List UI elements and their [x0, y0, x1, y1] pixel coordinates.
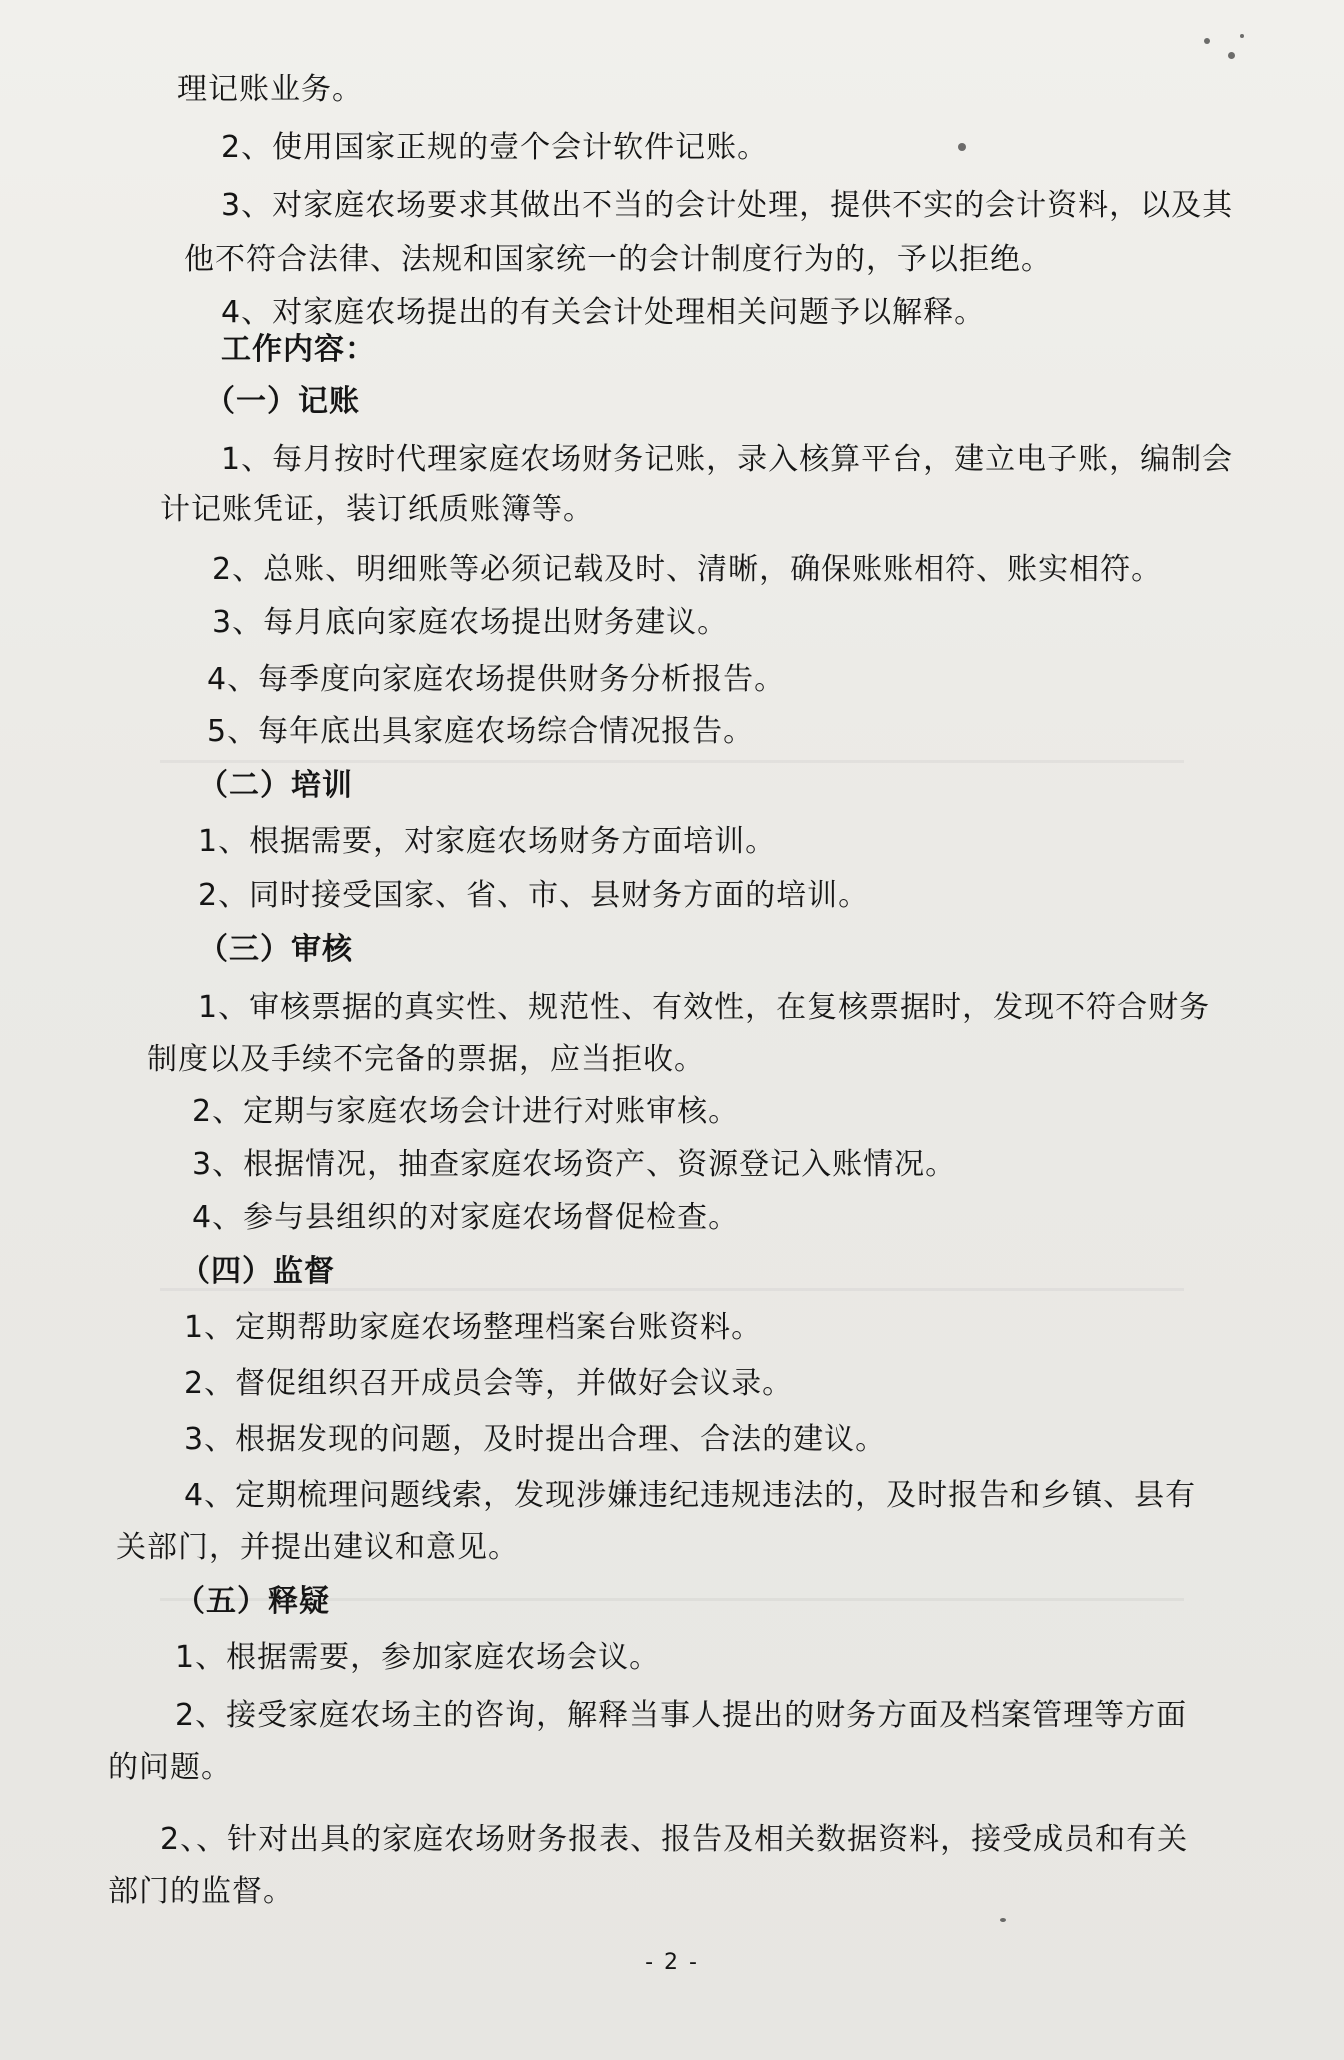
document-line-25: 2、督促组织召开成员会等，并做好会议录。: [184, 1366, 794, 1401]
document-line-8: 1、每月按时代理家庭农场财务记账，录入核算平台，建立电子账，编制会: [221, 442, 1234, 477]
document-line-20: 2、定期与家庭农场会计进行对账审核。: [192, 1094, 740, 1129]
document-line-30: 1、根据需要，参加家庭农场会议。: [175, 1640, 661, 1675]
document-line-15: 1、根据需要，对家庭农场财务方面培训。: [198, 824, 777, 859]
section-title-supervision: （四）监督: [180, 1254, 335, 1289]
document-line-21: 3、根据情况，抽查家庭农场资产、资源登记入账情况。: [192, 1147, 957, 1182]
document-line-26: 3、根据发现的问题，及时提出合理、合法的建议。: [184, 1422, 887, 1457]
section-title-training: （二）培训: [198, 768, 353, 803]
document-line-19: 制度以及手续不完备的票据，应当拒收。: [147, 1042, 705, 1077]
page-number: - 2 -: [645, 1950, 699, 1975]
document-line-13: 5、每年底出具家庭农场综合情况报告。: [207, 714, 755, 749]
document-line-31: 2、接受家庭农场主的咨询，解释当事人提出的财务方面及档案管理等方面: [175, 1698, 1188, 1733]
document-line-12: 4、每季度向家庭农场提供财务分析报告。: [207, 662, 786, 697]
document-line-27: 4、定期梳理问题线索，发现涉嫌违纪违规违法的，及时报告和乡镇、县有: [184, 1478, 1197, 1513]
document-line-5: 4、对家庭农场提出的有关会计处理相关问题予以解释。: [221, 295, 986, 330]
document-line-33: 2、、针对出具的家庭农场财务报表、报告及相关数据资料，接受成员和有关: [160, 1822, 1189, 1857]
document-line-32: 的问题。: [108, 1750, 232, 1785]
section-title-clarification: （五）释疑: [175, 1584, 330, 1619]
section-title-work-content: 工作内容：: [221, 332, 376, 367]
document-line-11: 3、每月底向家庭农场提出财务建议。: [212, 605, 729, 640]
section-title-review: （三）审核: [198, 932, 353, 967]
document-line-24: 1、定期帮助家庭农场整理档案台账资料。: [184, 1310, 763, 1345]
document-line-2: 2、使用国家正规的壹个会计软件记账。: [221, 130, 769, 165]
document-line-22: 4、参与县组织的对家庭农场督促检查。: [192, 1200, 740, 1235]
document-line-28: 关部门，并提出建议和意见。: [116, 1530, 519, 1565]
document-line-18: 1、审核票据的真实性、规范性、有效性，在复核票据时，发现不符合财务: [198, 990, 1211, 1025]
document-line-16: 2、同时接受国家、省、市、县财务方面的培训。: [198, 878, 870, 913]
document-line-34: 部门的监督。: [108, 1874, 294, 1909]
section-title-bookkeeping: （一）记账: [205, 384, 360, 419]
document-line-1: 理记账业务。: [177, 72, 363, 107]
document-line-4: 他不符合法律、法规和国家统一的会计制度行为的，予以拒绝。: [184, 242, 1052, 277]
document-line-10: 2、总账、明细账等必须记载及时、清晰，确保账账相符、账实相符。: [212, 552, 1163, 587]
document-line-9: 计记账凭证，装订纸质账簿等。: [160, 492, 594, 527]
document-line-3: 3、对家庭农场要求其做出不当的会计处理，提供不实的会计资料，以及其: [221, 188, 1234, 223]
